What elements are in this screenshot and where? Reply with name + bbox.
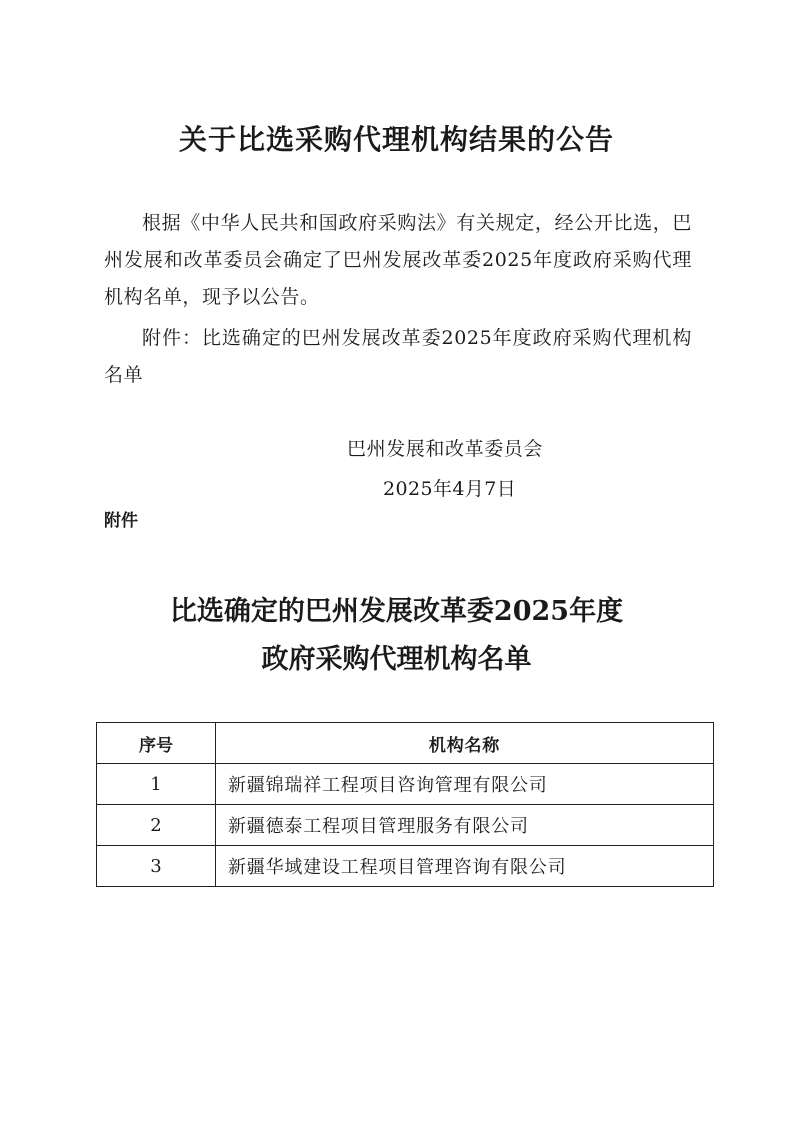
row-agency-name: 新疆锦瑞祥工程项目咨询管理有限公司 [216,764,714,805]
row-agency-name: 新疆华域建设工程项目管理咨询有限公司 [216,846,714,887]
row-serial-number: 2 [97,805,216,846]
agency-table [96,722,714,887]
table-row [97,764,714,805]
row-agency-name: 新疆德泰工程项目管理服务有限公司 [216,805,714,846]
attachment-title-line-1: 比选确定的巴州发展改革委2025年度 [169,596,624,627]
attachment-reference: 附件：比选确定的巴州发展改革委2025年度政府采购代理机构名单 [104,327,692,386]
row-serial-number: 3 [97,846,216,887]
signature-organization: 巴州发展和改革委员会 [347,438,544,460]
signature-date: 2025年4月7日 [383,478,517,500]
row-serial-number: 1 [97,764,216,805]
announcement-title: 关于比选采购代理机构结果的公告 [178,123,614,156]
header-agency-name: 机构名称 [216,723,714,764]
attachment-title [0,588,793,684]
body-paragraph: 根据《中华人民共和国政府采购法》有关规定，经公开比选，巴州发展和改革委员会确定了巴州发展改革委2025年度政府采购代理机构名单，现予以公告。 [104,212,692,308]
table-row [97,846,714,887]
table-header-row [97,723,714,764]
attachment-label: 附件 [104,511,138,531]
table-row [97,805,714,846]
header-serial-number: 序号 [97,723,216,764]
attachment-title-line-2: 政府采购代理机构名单 [261,644,532,675]
